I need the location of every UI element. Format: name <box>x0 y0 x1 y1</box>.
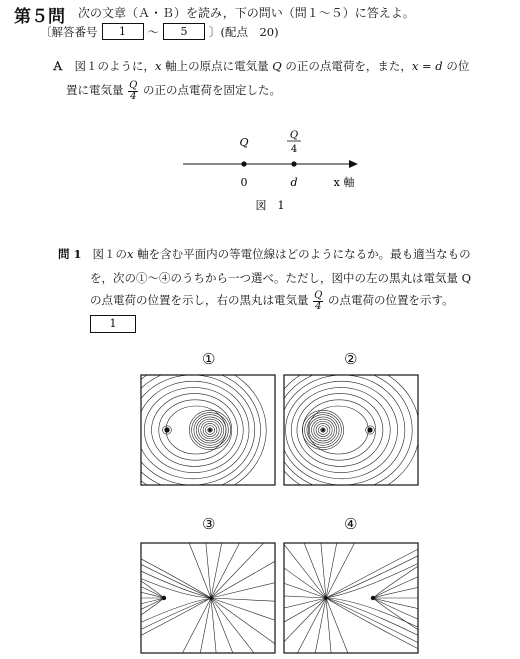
field-line <box>283 598 326 654</box>
field-line <box>373 598 419 646</box>
equipotential-line <box>140 374 261 486</box>
charge1-dot <box>241 161 246 166</box>
field-line <box>373 566 419 598</box>
field-line <box>211 598 276 654</box>
field-line <box>140 548 211 598</box>
question1-line3 <box>90 290 454 312</box>
field-line <box>283 598 326 654</box>
field-line <box>283 598 326 631</box>
option-1-label[interactable]: ① <box>202 350 216 368</box>
equipotential-line <box>140 381 249 479</box>
field-line <box>211 565 276 598</box>
text: x <box>126 247 134 261</box>
text: 軸上の原点に電気量 <box>161 59 273 73</box>
small-charge-dot <box>164 427 169 432</box>
origin-label: 0 <box>240 176 248 189</box>
option-2-label[interactable]: ② <box>344 350 358 368</box>
answer-box[interactable]: 1 <box>90 315 136 333</box>
fraction-q-over-4 <box>313 291 323 312</box>
small-charge-dot <box>371 596 375 600</box>
text: Q <box>129 79 138 91</box>
question1-line1 <box>58 244 471 264</box>
field-line <box>147 598 211 654</box>
large-charge-dot <box>321 428 325 432</box>
option-3-diagram[interactable] <box>140 542 276 654</box>
text: 図１のように， <box>74 59 155 73</box>
section-a-label: Ａ <box>52 59 64 73</box>
equipotential-line <box>308 406 368 454</box>
field-line <box>326 598 419 654</box>
field-line <box>140 598 164 614</box>
question1-label: 問 1 <box>58 247 82 261</box>
field-line <box>140 598 211 654</box>
answer-to-box: 5 <box>163 23 205 40</box>
field-line <box>211 598 263 654</box>
axis-label: x 軸 <box>333 176 355 189</box>
text: 軸を含む平面内の等電位線はどのようになるか。最も適当なもの <box>133 247 471 261</box>
option-2-diagram[interactable] <box>283 374 419 486</box>
field-line <box>283 552 326 598</box>
text: x <box>154 59 162 73</box>
field-line <box>373 598 419 630</box>
answer-from-box: 1 <box>102 23 144 40</box>
field-line <box>373 598 419 614</box>
question1-line2: を，次の①～④のうちから一つ選べ。ただし，図中の左の黒丸は電気量 Q <box>90 271 472 285</box>
option-4-diagram[interactable] <box>283 542 419 654</box>
field-line <box>140 598 164 646</box>
d-label: d <box>290 176 298 189</box>
field-line <box>211 542 275 598</box>
problem-number: 第５問 <box>14 7 65 27</box>
text: 4 <box>130 90 137 102</box>
diagram-lines <box>140 374 266 486</box>
option-3-label[interactable]: ③ <box>202 515 216 533</box>
equipotential-line <box>283 374 419 486</box>
charge1-label: Q <box>239 136 249 149</box>
large-charge-dot <box>324 596 328 600</box>
field-line <box>373 582 419 598</box>
field-line <box>326 542 390 598</box>
text: の位 <box>442 59 470 73</box>
option-1-diagram[interactable] <box>140 374 276 486</box>
tilde: ～ <box>147 24 159 39</box>
field-line <box>326 551 419 598</box>
charge2-dot <box>291 161 296 166</box>
diagram-lines <box>140 542 276 654</box>
field-line <box>211 542 276 598</box>
figure-1 <box>0 0 520 220</box>
field-line <box>211 598 276 654</box>
points-label: 〕(配点 20) <box>209 24 279 39</box>
text: の点電荷の位置を示し，右の黒丸は電気量 <box>90 293 309 307</box>
text: Q <box>314 289 323 301</box>
field-line <box>283 598 326 654</box>
diagram-lines <box>283 542 419 654</box>
x-axis-arrow <box>349 160 358 168</box>
small-charge-dot <box>367 427 372 432</box>
text: Q <box>272 59 282 73</box>
charge2-den: 4 <box>290 144 298 155</box>
large-charge-dot <box>209 596 213 600</box>
problem-instruction: 次の文章（Ａ・Ｂ）を読み，下の問い（問１～５）に答えよ。 <box>78 6 415 20</box>
field-line <box>326 542 419 598</box>
option-4-label[interactable]: ④ <box>344 515 358 533</box>
text: 4 <box>315 300 322 312</box>
field-line <box>140 582 164 598</box>
diagram-frame <box>284 375 418 485</box>
field-line <box>211 542 276 598</box>
text: の正の点電荷を固定した。 <box>143 83 282 97</box>
answer-label: 〔解答番号 <box>40 24 98 39</box>
text: 置に電気量 <box>66 83 124 97</box>
charge2-num: Q <box>289 130 299 141</box>
field-line <box>140 542 211 598</box>
field-line <box>140 542 211 598</box>
figure-caption: 図 1 <box>255 199 285 212</box>
equipotential-line <box>159 400 232 460</box>
text: の正の点電荷を，また， <box>281 59 412 73</box>
diagram-lines <box>283 374 419 486</box>
field-line <box>283 591 326 598</box>
large-charge-dot <box>208 428 212 432</box>
small-charge-dot <box>162 596 166 600</box>
text: x = d <box>411 59 443 73</box>
field-line <box>140 598 211 653</box>
field-line <box>283 542 326 598</box>
text: の点電荷の位置を示す。 <box>328 293 454 307</box>
text: 図１の <box>92 247 127 261</box>
